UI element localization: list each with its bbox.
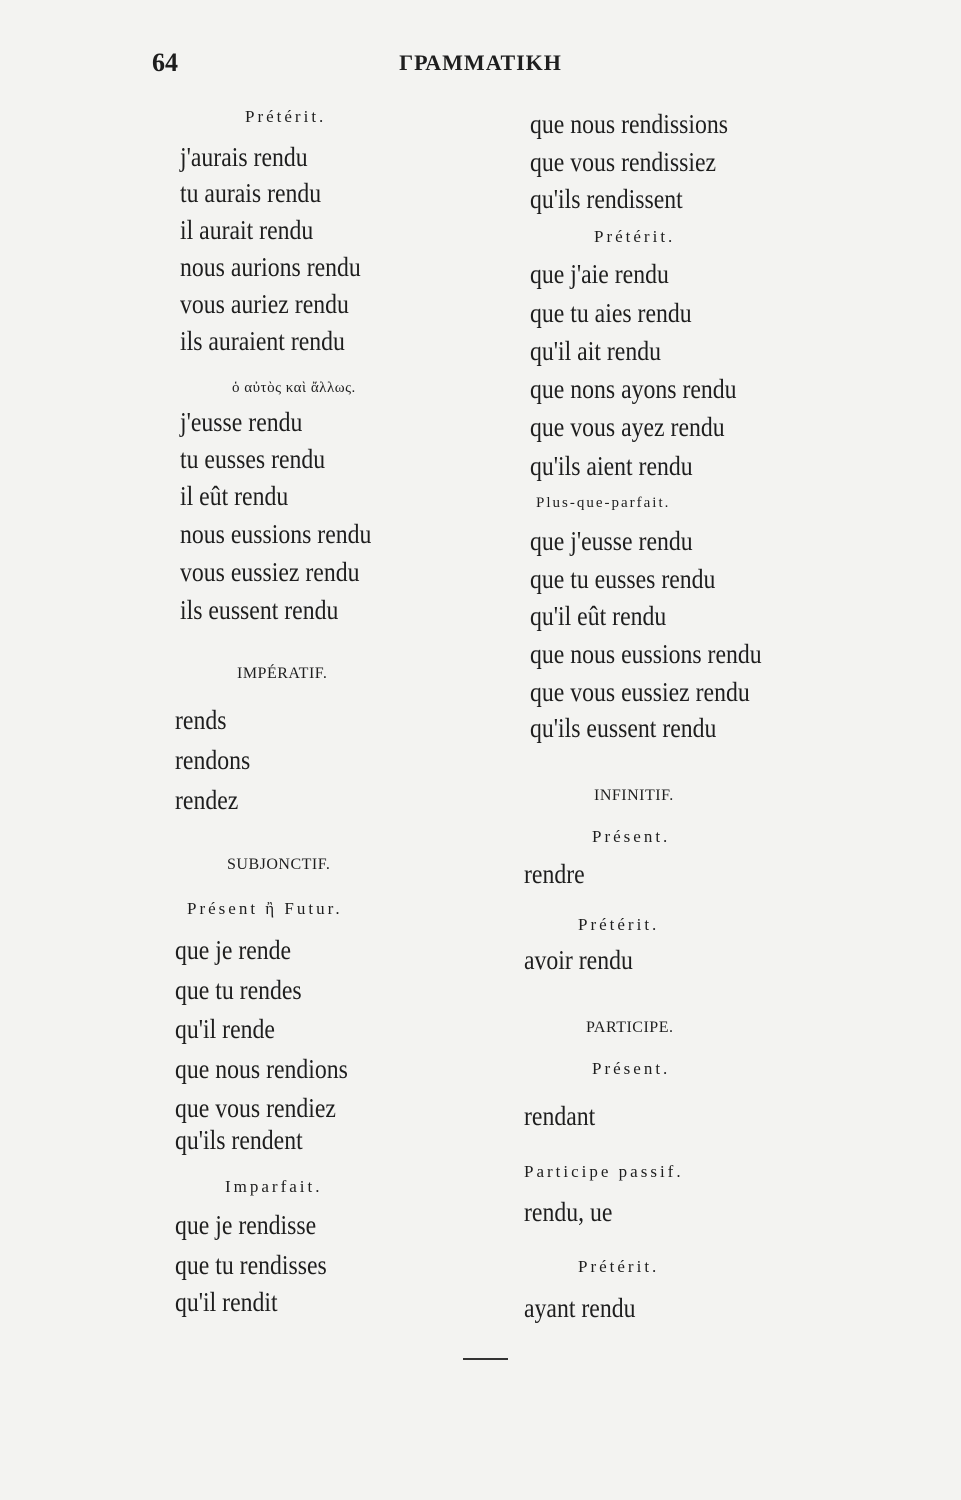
part-passif-heading: Participe passif. bbox=[524, 1162, 684, 1181]
conjugation-line: que nous rendissions bbox=[530, 109, 728, 139]
imperatif-heading: IMPÉRATIF. bbox=[237, 665, 328, 682]
conjugation-line: que tu rendes bbox=[175, 975, 302, 1005]
page-header bbox=[0, 48, 961, 78]
conjugation-line: tu aurais rendu bbox=[180, 178, 322, 208]
conjugation-line: que nons ayons rendu bbox=[530, 374, 737, 404]
conjugation-line: que tu aies rendu bbox=[530, 298, 692, 328]
conjugation-line: que j'aie rendu bbox=[530, 259, 669, 289]
conjugation-line: qu'ils eussent rendu bbox=[530, 713, 717, 743]
conjugation-line: que tu rendisses bbox=[175, 1250, 327, 1280]
conjugation-line: que vous rendissiez bbox=[530, 147, 717, 177]
conjugation-line: que j'eusse rendu bbox=[530, 526, 693, 556]
conjugation-line: il eût rendu bbox=[180, 481, 289, 511]
conjugation-line: qu'il rende bbox=[175, 1014, 275, 1044]
inf-preterit-heading: Prétérit. bbox=[578, 915, 660, 934]
conjugation-line: rends bbox=[175, 705, 227, 735]
conjugation-line: il aurait rendu bbox=[180, 215, 314, 245]
conjugation-line: qu'il rendit bbox=[175, 1287, 278, 1317]
conjugation-line: vous auriez rendu bbox=[180, 289, 349, 319]
subjonctif-heading: SUBJONCTIF. bbox=[227, 856, 331, 873]
conjugation-line: que vous ayez rendu bbox=[530, 412, 725, 442]
inf-present-heading: Présent. bbox=[592, 827, 671, 846]
conjugation-line: qu'il ait rendu bbox=[530, 336, 661, 366]
preterit-heading: Prétérit. bbox=[594, 227, 676, 246]
conjugation-line: qu'il eût rendu bbox=[530, 601, 667, 631]
conjugation-line: ils eussent rendu bbox=[180, 595, 339, 625]
infinitif-heading: INFINITIF. bbox=[594, 787, 674, 804]
conjugation-line: nous aurions rendu bbox=[180, 252, 361, 282]
conjugation-line: que tu eusses rendu bbox=[530, 564, 716, 594]
footer-rule bbox=[463, 1358, 508, 1360]
conjugation-line: ils auraient rendu bbox=[180, 326, 345, 356]
pqp-heading: Plus-que-parfait. bbox=[536, 495, 671, 511]
running-head: ΓΡΑΜΜΑΤΙΚΗ bbox=[399, 50, 562, 75]
conjugation-line: que je rendisse bbox=[175, 1210, 317, 1240]
conjugation-line: rendons bbox=[175, 745, 251, 775]
preterit-heading: Prétérit. bbox=[245, 107, 327, 126]
conjugation-line: que vous rendiez bbox=[175, 1093, 336, 1123]
part-present-heading: Présent. bbox=[592, 1059, 671, 1078]
participle-passive: rendu, ue bbox=[524, 1197, 613, 1227]
participle-present: rendant bbox=[524, 1101, 596, 1131]
conjugation-line: qu'ils aient rendu bbox=[530, 451, 693, 481]
present-futur-heading: Présent ἢ Futur. bbox=[187, 899, 343, 918]
conjugation-line: qu'ils rendent bbox=[175, 1125, 303, 1155]
conjugation-line: nous eussions rendu bbox=[180, 519, 372, 549]
conjugation-line: qu'ils rendissent bbox=[530, 184, 683, 214]
conjugation-line: vous eussiez rendu bbox=[180, 557, 360, 587]
conjugation-line: que vous eussiez rendu bbox=[530, 677, 750, 707]
page-number: 64 bbox=[152, 48, 178, 77]
imparfait-heading: Imparfait. bbox=[225, 1177, 323, 1196]
conjugation-line: j'aurais rendu bbox=[180, 142, 308, 172]
greek-note: ὁ αὐτὸς καὶ ἄλλως. bbox=[232, 380, 356, 396]
infinitive-present: rendre bbox=[524, 859, 585, 889]
conjugation-line: tu eusses rendu bbox=[180, 444, 326, 474]
conjugation-line: que nous eussions rendu bbox=[530, 639, 762, 669]
part-preterit-heading: Prétérit. bbox=[578, 1257, 660, 1276]
participle-preterit: ayant rendu bbox=[524, 1293, 636, 1323]
conjugation-line: j'eusse rendu bbox=[180, 407, 303, 437]
conjugation-line: rendez bbox=[175, 785, 239, 815]
conjugation-line: que nous rendions bbox=[175, 1054, 348, 1084]
participe-heading: PARTICIPE. bbox=[586, 1019, 674, 1036]
conjugation-line: que je rende bbox=[175, 935, 292, 965]
infinitive-preterit: avoir rendu bbox=[524, 945, 633, 975]
